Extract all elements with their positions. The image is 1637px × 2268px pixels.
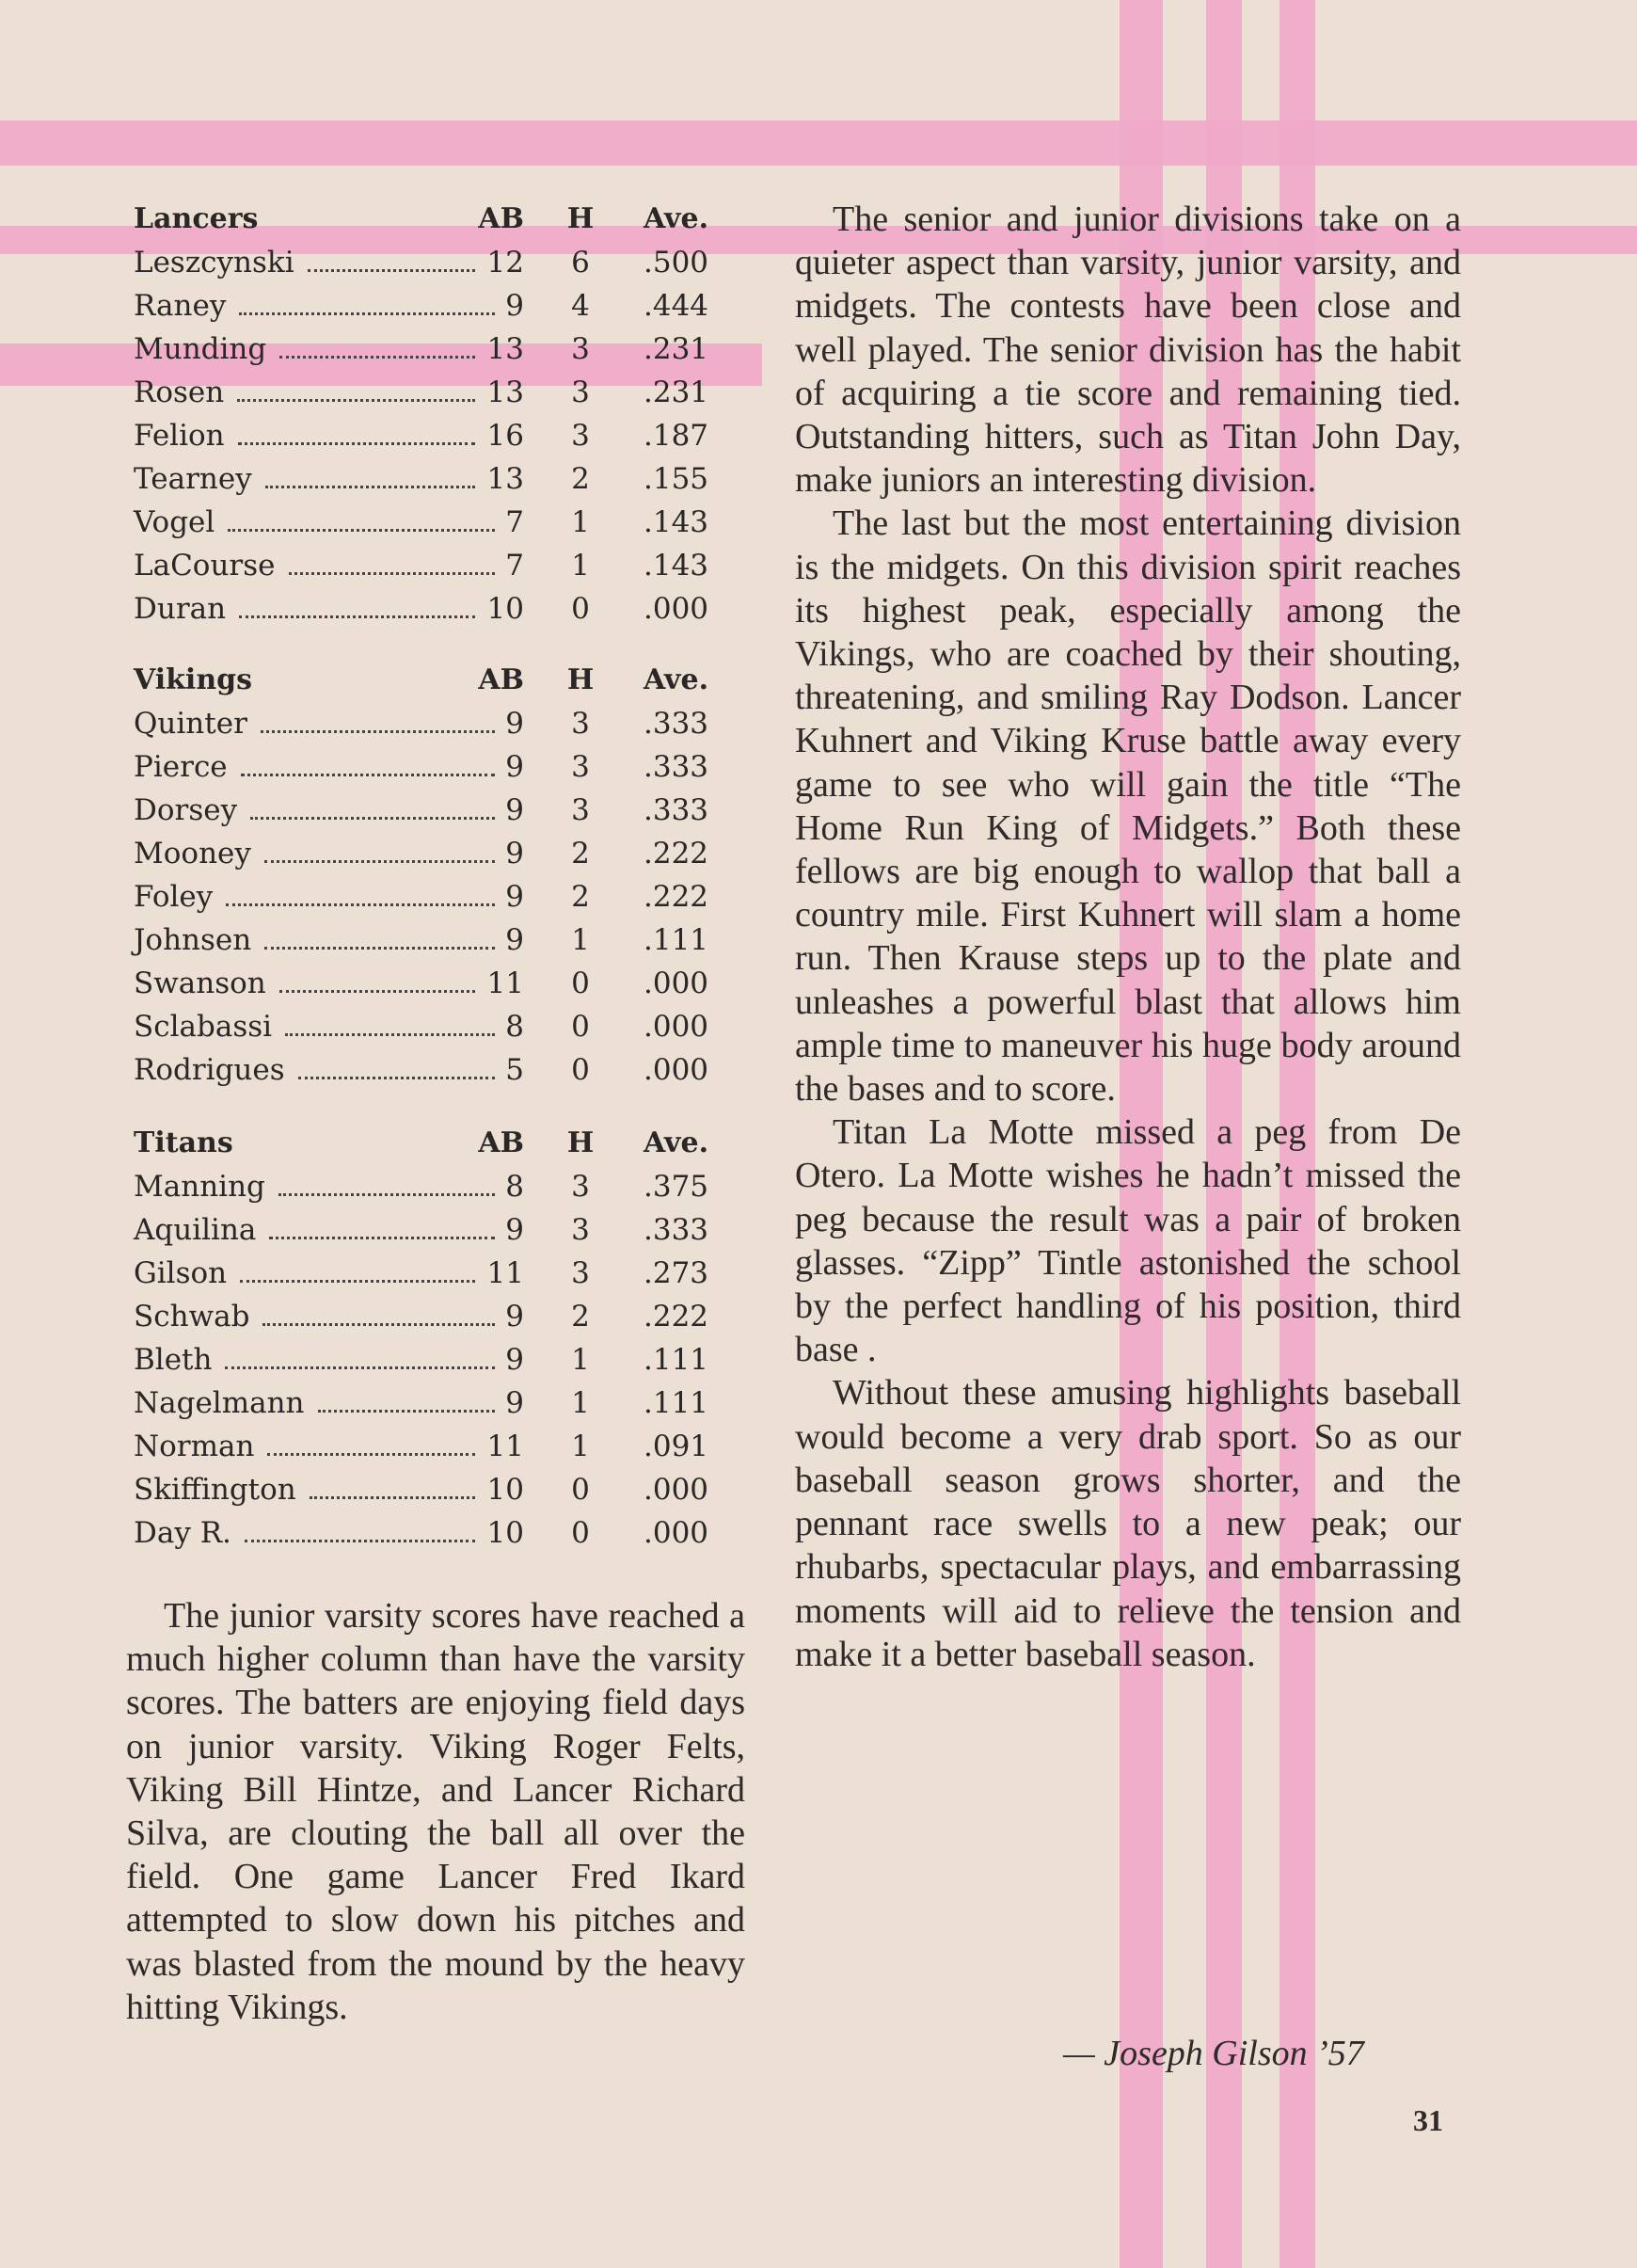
player-name: Nagelmann (134, 1386, 305, 1420)
at-bats-header: AB (478, 663, 524, 696)
batting-average: .091 (644, 1429, 709, 1463)
player-name: Raney (134, 289, 227, 323)
at-bats: 9 (505, 289, 524, 323)
hits: 1 (571, 549, 590, 583)
table-row (124, 414, 726, 457)
batting-average: .222 (644, 880, 709, 914)
batting-average: .000 (644, 1473, 709, 1507)
dot-leader (228, 529, 495, 532)
at-bats: 10 (486, 1473, 524, 1507)
table-row (124, 371, 726, 414)
at-bats: 9 (505, 750, 524, 784)
hits-header: H (566, 1126, 595, 1159)
at-bats-header: AB (478, 202, 524, 235)
dot-leader (250, 817, 495, 820)
dot-leader (289, 572, 495, 575)
author-signature: — Joseph Gilson ’57 (1063, 2034, 1364, 2073)
dot-leader (308, 269, 475, 272)
at-bats: 9 (505, 1386, 524, 1420)
hits: 3 (571, 419, 590, 453)
batting-average: .333 (644, 1213, 709, 1247)
at-bats: 5 (505, 1053, 524, 1087)
table-row (124, 1005, 726, 1048)
table-row (124, 702, 726, 745)
dot-leader (264, 860, 495, 863)
hits: 0 (571, 966, 590, 1000)
player-name: Bleth (134, 1343, 213, 1377)
table-row (124, 875, 726, 918)
at-bats: 11 (486, 1429, 524, 1463)
batting-average: .231 (644, 332, 709, 366)
at-bats: 10 (486, 592, 524, 626)
at-bats: 9 (505, 1343, 524, 1377)
article-right-column (795, 198, 1461, 1676)
dot-leader (269, 1237, 495, 1239)
at-bats: 13 (486, 375, 524, 409)
dot-leader (241, 774, 495, 776)
batting-average: .143 (644, 505, 709, 539)
at-bats: 11 (486, 1256, 524, 1290)
batting-average: .375 (644, 1170, 709, 1204)
hits: 6 (571, 246, 590, 280)
hits: 3 (571, 1256, 590, 1290)
batting-average: .231 (644, 375, 709, 409)
at-bats: 9 (505, 837, 524, 870)
at-bats: 8 (505, 1170, 524, 1204)
dot-leader (238, 442, 475, 445)
hits: 3 (571, 375, 590, 409)
player-name: Aquilina (134, 1213, 257, 1247)
hits: 2 (571, 1300, 590, 1334)
table-row (124, 327, 726, 371)
table-row (124, 1511, 726, 1555)
dot-leader (278, 1193, 495, 1196)
dot-leader (239, 615, 475, 618)
titans-stats-table (124, 1122, 726, 1555)
at-bats: 9 (505, 1300, 524, 1334)
batting-average: .155 (644, 462, 709, 496)
player-name: Duran (134, 592, 227, 626)
batting-average: .143 (644, 549, 709, 583)
player-name: Vogel (134, 505, 215, 539)
hits: 0 (571, 592, 590, 626)
table-row (124, 1338, 726, 1382)
dot-leader (264, 947, 495, 950)
player-name: Quinter (134, 707, 247, 741)
hits: 2 (571, 462, 590, 496)
batting-average: .000 (644, 1053, 709, 1087)
table-row (124, 745, 726, 789)
table-row (124, 1425, 726, 1468)
dot-leader (226, 903, 495, 906)
player-name: Felion (134, 419, 225, 453)
player-name: Mooney (134, 837, 251, 870)
hits: 1 (571, 1429, 590, 1463)
dot-leader (261, 730, 495, 733)
hits: 4 (571, 289, 590, 323)
hits: 3 (571, 1213, 590, 1247)
dot-leader (298, 1077, 495, 1079)
table-row (124, 457, 726, 501)
dot-leader (279, 356, 475, 359)
player-name: Skiffington (134, 1473, 296, 1507)
batting-average: .500 (644, 246, 709, 280)
at-bats: 9 (505, 880, 524, 914)
at-bats: 7 (505, 549, 524, 583)
table-row (124, 789, 726, 832)
batting-average: .111 (644, 923, 709, 957)
batting-average: .000 (644, 966, 709, 1000)
player-name: LaCourse (134, 549, 276, 583)
table-row (124, 1208, 726, 1252)
dot-leader (262, 1323, 495, 1326)
table-row (124, 1295, 726, 1338)
average-header: Ave. (644, 202, 709, 235)
batting-average: .000 (644, 592, 709, 626)
player-name: Rodrigues (134, 1053, 285, 1087)
at-bats: 8 (505, 1010, 524, 1044)
player-name: Pierce (134, 750, 228, 784)
at-bats: 7 (505, 505, 524, 539)
player-name: Foley (134, 880, 214, 914)
batting-average: .111 (644, 1386, 709, 1420)
hits: 0 (571, 1516, 590, 1550)
dot-leader (318, 1410, 495, 1413)
at-bats: 9 (505, 793, 524, 827)
team-name: Titans (134, 1126, 233, 1159)
at-bats: 10 (486, 1516, 524, 1550)
midgets-paragraph: The last but the most entertaining division is the midgets. On this division spirit reaches its highest peak, especially among the Vikings, who are coached by their shouting, threatening, and smiling Ray Dodson. Lancer Kuhnert and Viking Kruse battle away every game to see who will gain the title “The Home Run King of Midgets.” Both these fellows are big enough to wallop that ball a country mile. First Kuhnert will slam a home run. Then Krause steps up to the plate and unleashes a powerful blast that allows him ample time to maneuver his huge body around the bases and to score. (795, 503, 1461, 1110)
at-bats: 9 (505, 923, 524, 957)
hits: 2 (571, 837, 590, 870)
hits: 3 (571, 1170, 590, 1204)
batting-average: .333 (644, 793, 709, 827)
lancers-stats-table (124, 198, 726, 631)
closing-paragraph: Without these amusing highlights baseball would become a very drab sport. So as our baseball season grows shorter, and the pennant race swells to a new peak; our rhubarbs, spectacular plays, and embarrassing moments will aid to relieve the tension and make it a better baseball season. (795, 1373, 1461, 1674)
table-row (124, 241, 726, 284)
player-name: Rosen (134, 375, 225, 409)
player-name: Munding (134, 332, 267, 366)
dot-leader (239, 312, 495, 315)
hits: 3 (571, 332, 590, 366)
player-name: Dorsey (134, 793, 238, 827)
hits: 0 (571, 1053, 590, 1087)
page-number: 31 (1413, 2103, 1443, 2137)
table-row (124, 284, 726, 327)
player-name: Sclabassi (134, 1010, 273, 1044)
average-header: Ave. (644, 663, 709, 696)
dot-leader (285, 1033, 495, 1036)
player-name: Leszcynski (134, 246, 294, 280)
batting-average: .222 (644, 1300, 709, 1334)
table-row (124, 918, 726, 962)
table-row (124, 587, 726, 631)
senior-junior-paragraph: The senior and junior divisions take on a quieter aspect than varsity, junior varsity, and midgets. The contests have been close and well played. The senior division has the habit of acquiring a tie score and remaining tied. Outstanding hitters, such as Titan John Day, make juniors an interesting division. (795, 200, 1461, 501)
player-name: Gilson (134, 1256, 228, 1290)
dot-leader (245, 1540, 475, 1542)
hits: 3 (571, 793, 590, 827)
batting-average: .000 (644, 1516, 709, 1550)
batting-average: .444 (644, 289, 709, 323)
table-row (124, 1468, 726, 1511)
hits: 3 (571, 750, 590, 784)
average-header: Ave. (644, 1126, 709, 1159)
player-name: Norman (134, 1429, 255, 1463)
la-motte-paragraph: Titan La Motte missed a peg from De Otero. La Motte wishes he hadn’t missed the peg because the result was a pair of broken glasses. “Zipp” Tintle astonished the school by the perfect handling of his position, third base . (795, 1112, 1461, 1370)
at-bats: 12 (486, 246, 524, 280)
hits: 1 (571, 1343, 590, 1377)
batting-average: .333 (644, 750, 709, 784)
hits: 1 (571, 505, 590, 539)
at-bats: 13 (486, 462, 524, 496)
batting-average: .187 (644, 419, 709, 453)
table-row (124, 501, 726, 544)
dot-leader (237, 399, 475, 402)
table-row (124, 1382, 726, 1425)
table-row (124, 1252, 726, 1295)
hits: 0 (571, 1473, 590, 1507)
table-row (124, 962, 726, 1005)
dot-leader (265, 486, 475, 488)
at-bats: 13 (486, 332, 524, 366)
batting-average: .273 (644, 1256, 709, 1290)
batting-average: .333 (644, 707, 709, 741)
hits: 2 (571, 880, 590, 914)
hits: 1 (571, 923, 590, 957)
player-name: Tearney (134, 462, 252, 496)
team-name: Lancers (134, 202, 259, 235)
table-header (124, 659, 726, 702)
dot-leader (240, 1280, 475, 1283)
hits: 0 (571, 1010, 590, 1044)
table-header (124, 1122, 726, 1165)
table-row (124, 1165, 726, 1208)
batting-average: .222 (644, 837, 709, 870)
at-bats: 11 (486, 966, 524, 1000)
junior-varsity-paragraph: The junior varsity scores have reached a much higher column than have the varsity scores. The batters are enjoying field days on junior varsity. Viking Roger Felts, Viking Bill Hintze, and Lancer Richard Silva, are clouting the ball all over the field. One game Lancer Fred Ikard attempted to slow down his pitches and was blasted from the mound by the heavy hitting Vikings. (126, 1596, 745, 2027)
table-row (124, 544, 726, 587)
table-header (124, 198, 726, 241)
hits-header: H (566, 202, 595, 235)
hits-header: H (566, 663, 595, 696)
hits: 1 (571, 1386, 590, 1420)
player-name: Swanson (134, 966, 266, 1000)
player-name: Schwab (134, 1300, 250, 1334)
table-row (124, 832, 726, 875)
hits: 3 (571, 707, 590, 741)
dot-leader (267, 1453, 475, 1456)
dot-leader (225, 1366, 495, 1369)
dot-leader (310, 1496, 475, 1499)
dot-leader (279, 990, 475, 993)
player-name: Day R. (134, 1516, 231, 1550)
vikings-stats-table (124, 659, 726, 1092)
at-bats-header: AB (478, 1126, 524, 1159)
team-name: Vikings (134, 663, 253, 696)
batting-average: .111 (644, 1343, 709, 1377)
at-bats: 9 (505, 707, 524, 741)
junior-varsity-paragraph-column (126, 1594, 745, 2029)
at-bats: 16 (486, 419, 524, 453)
at-bats: 9 (505, 1213, 524, 1247)
batting-average: .000 (644, 1010, 709, 1044)
player-name: Johnsen (134, 923, 252, 957)
player-name: Manning (134, 1170, 265, 1204)
table-row (124, 1048, 726, 1092)
